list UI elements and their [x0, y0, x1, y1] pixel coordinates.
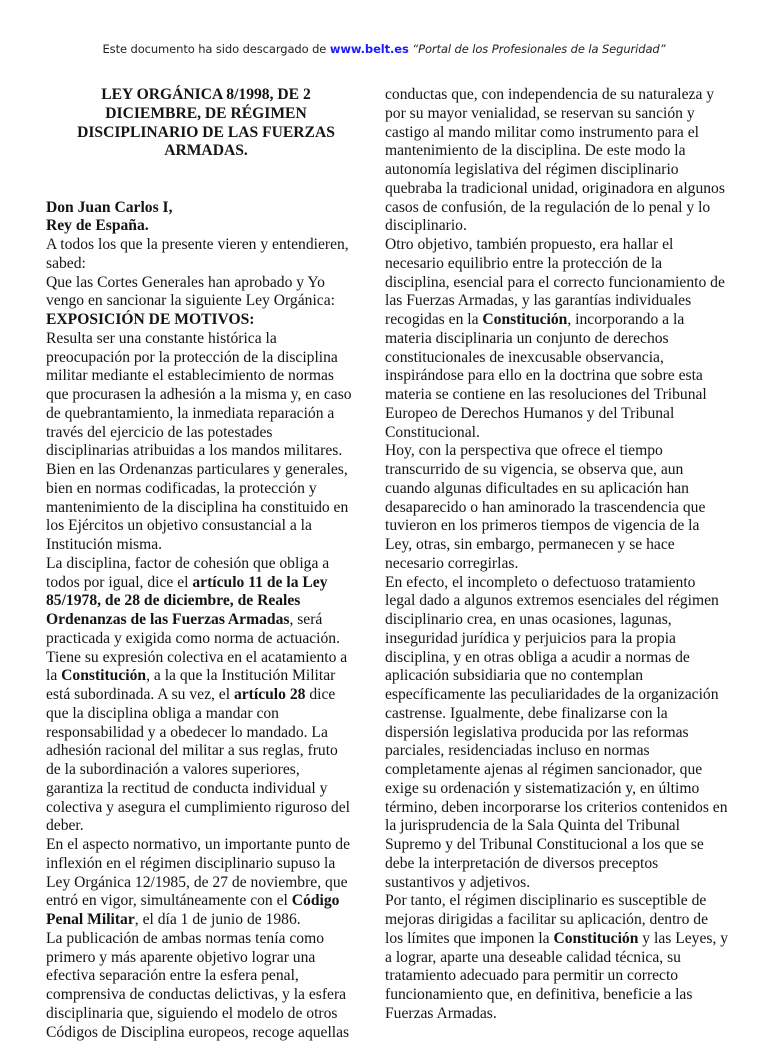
text-line — [385, 292, 745, 311]
text-run: completamente ajenas al régimen sancionador, que — [385, 761, 702, 778]
text-run: efectiva separación entre la esfera penal, — [46, 967, 299, 984]
text-run: mantenimiento de la disciplina. De este modo la — [385, 142, 686, 159]
text-run: inseguridad jurídica y perjuicios para la propia — [385, 630, 676, 647]
text-line — [46, 724, 364, 743]
text-line — [385, 592, 745, 611]
text-line — [385, 649, 745, 668]
title-line: DICIEMBRE, DE RÉGIMEN — [48, 105, 364, 124]
text-run: por su mayor venialidad, se reservan su sanción y — [385, 105, 695, 122]
bold-text-run: Penal Militar — [46, 911, 135, 928]
text-line — [46, 611, 364, 630]
text-run: autonomía legislativa del régimen disciplinario — [385, 161, 679, 178]
text-run: casos de confusión, de la regulación de lo penal y lo — [385, 199, 710, 216]
text-line — [385, 667, 745, 686]
text-line — [46, 761, 364, 780]
text-line — [46, 967, 364, 986]
text-line — [46, 367, 364, 386]
text-line — [46, 442, 364, 461]
text-run: disciplina, esencial para el correcto funcionamiento de — [385, 274, 725, 291]
text-run: necesario equilibrio entre la protección de la — [385, 255, 662, 272]
text-run: debe la interpretación de diversos preceptos — [385, 855, 658, 872]
text-run: de quebrantamiento, la inmediata reparación a — [46, 405, 334, 422]
text-line — [46, 836, 364, 855]
text-line — [385, 930, 745, 949]
text-run: Códigos de Disciplina europeos, recoge aquellas — [46, 1024, 349, 1041]
text-run: aplicación subsidiaria que no contemplan — [385, 667, 643, 684]
text-line — [385, 349, 745, 368]
text-run: sustantivos y adjetivos. — [385, 874, 530, 891]
right-column-body — [385, 86, 745, 1024]
bold-text-run: artículo 11 de la Ley — [192, 574, 327, 591]
text-line — [46, 592, 364, 611]
text-run: cuando algunas dificultades en su aplicación han — [385, 480, 689, 497]
text-line — [385, 536, 745, 555]
title-line: ARMADAS. — [48, 142, 364, 161]
text-run: entró en vigor, simultáneamente con el — [46, 892, 292, 909]
text-run: disciplinario crea, en unas ocasiones, lagunas, — [385, 611, 672, 628]
text-run: La disciplina, factor de cohesión que obliga a — [46, 555, 329, 572]
text-line — [385, 630, 745, 649]
text-run: La publicación de ambas normas tenía como — [46, 930, 324, 947]
right-column — [385, 86, 745, 1024]
text-run: inflexión en el régimen disciplinario supuso la — [46, 855, 335, 872]
text-line — [385, 780, 745, 799]
text-line — [46, 424, 364, 443]
text-line — [46, 667, 364, 686]
left-column-body — [46, 199, 364, 1042]
text-line — [46, 799, 364, 818]
text-line — [46, 892, 364, 911]
bold-text-run: Código — [292, 892, 340, 909]
text-line — [46, 1024, 364, 1042]
text-run: bien en normas codificadas, la protección y — [46, 480, 317, 497]
text-line — [46, 499, 364, 518]
text-run: tuvieron en los primeros tiempos de vigencia de la — [385, 517, 699, 534]
text-line — [46, 405, 364, 424]
text-line — [46, 555, 364, 574]
text-run: practicada y exigida como norma de actuación. — [46, 630, 340, 647]
text-run: Tiene su expresión colectiva en el acatamiento a — [46, 649, 347, 666]
text-line — [385, 574, 745, 593]
text-run: de la subordinación a valores superiores, — [46, 761, 300, 778]
text-run: vengo en sancionar la siguiente Ley Orgánica: — [46, 292, 335, 309]
text-run: desaparecido o han aminorado la trascendencia que — [385, 499, 705, 516]
text-run: Resulta ser una constante histórica la — [46, 330, 277, 347]
text-line — [385, 892, 745, 911]
text-run: comprensiva de conductas delictivas, y la esfera — [46, 986, 346, 1003]
text-line — [385, 986, 745, 1005]
text-run: Fuerzas Armadas. — [385, 1005, 497, 1022]
text-line — [385, 405, 745, 424]
text-run: Supremo y del Tribunal Constitucional a los que se — [385, 836, 704, 853]
text-line — [385, 499, 745, 518]
text-line — [46, 574, 364, 593]
text-line — [385, 611, 745, 630]
text-line — [46, 536, 364, 555]
text-line — [385, 480, 745, 499]
text-run: Europeo de Derechos Humanos y del Tribunal — [385, 405, 674, 422]
text-run: Constitucional. — [385, 424, 480, 441]
text-line — [385, 855, 745, 874]
text-line — [46, 480, 364, 499]
text-line — [46, 517, 364, 536]
text-line — [385, 199, 745, 218]
text-line — [385, 255, 745, 274]
title-line: LEY ORGÁNICA 8/1998, DE 2 — [48, 86, 364, 105]
text-line — [385, 967, 745, 986]
text-line — [385, 799, 745, 818]
text-line — [46, 986, 364, 1005]
text-line — [46, 874, 364, 893]
text-line — [46, 1005, 364, 1024]
text-run: legal dado a algunos extremos esenciales del régimen — [385, 592, 719, 609]
text-run: disciplina, y en otras obliga a acudir a normas de — [385, 649, 690, 666]
text-line — [385, 424, 745, 443]
text-run: Por tanto, el régimen disciplinario es susceptible de — [385, 892, 706, 909]
bold-text-run: Constitución — [61, 667, 146, 684]
text-run: través del ejercicio de las potestades — [46, 424, 272, 441]
site-link[interactable]: www.belt.es — [330, 42, 409, 56]
text-line — [385, 142, 745, 161]
text-run: constitucionales de inexcusable observancia, — [385, 349, 664, 366]
text-line — [385, 386, 745, 405]
text-line — [46, 686, 364, 705]
text-line — [46, 855, 364, 874]
text-line — [46, 349, 364, 368]
text-run: garantiza la rectitud de conducta individual y — [46, 780, 327, 797]
download-notice — [0, 42, 768, 56]
text-run: inspirándose para ello en la doctrina que sobre esta — [385, 367, 703, 384]
text-line — [385, 367, 745, 386]
text-line — [385, 1005, 745, 1024]
text-line — [385, 761, 745, 780]
text-line — [46, 911, 364, 930]
text-line — [46, 217, 364, 236]
text-line — [385, 724, 745, 743]
text-line — [46, 255, 364, 274]
text-line — [385, 686, 745, 705]
text-run: adhesión racional del militar a sus reglas, fruto — [46, 742, 338, 759]
title-line: DISCIPLINARIO DE LAS FUERZAS — [48, 124, 364, 143]
text-line — [385, 461, 745, 480]
text-run: colectiva y asegura el cumplimiento riguroso del — [46, 799, 350, 816]
text-line — [46, 311, 364, 330]
text-run: mantenimiento de la disciplina ha constituido en — [46, 499, 348, 516]
text-line — [46, 292, 364, 311]
site-tagline: “Portal de los Profesionales de la Seguridad” — [409, 42, 666, 56]
bold-text-run: Don Juan Carlos I, — [46, 199, 173, 216]
text-run: y las Leyes, y — [638, 930, 728, 947]
bold-text-run: Rey de España. — [46, 217, 149, 234]
text-line — [385, 555, 745, 574]
text-run: Institución misma. — [46, 536, 162, 553]
text-run: Hoy, con la perspectiva que ofrece el tiempo — [385, 442, 663, 459]
text-line — [46, 780, 364, 799]
text-run: dispersión legislativa producida por las reformas — [385, 724, 689, 741]
text-line — [385, 105, 745, 124]
text-line — [46, 199, 364, 218]
text-run: transcurrido de su vigencia, se observa que, aun — [385, 461, 683, 478]
text-run: Ley Orgánica 12/1985, de 27 de noviembre, que — [46, 874, 348, 891]
text-line — [46, 461, 364, 480]
text-run: sabed: — [46, 255, 86, 272]
text-run: A todos los que la presente vieren y entendieren, — [46, 236, 349, 253]
text-line — [385, 217, 745, 236]
text-run: específicamente las peculiaridades de la organización — [385, 686, 719, 703]
text-run: los límites que imponen la — [385, 930, 553, 947]
bold-text-run: artículo 28 — [234, 686, 305, 703]
text-run: castigo al mando militar como instrumento para el — [385, 124, 699, 141]
bold-text-run: Constitución — [553, 930, 638, 947]
text-line — [385, 236, 745, 255]
text-line — [46, 330, 364, 349]
bold-text-run: EXPOSICIÓN DE MOTIVOS: — [46, 311, 255, 328]
text-run: todos por igual, dice el — [46, 574, 192, 591]
text-run: dice — [305, 686, 335, 703]
text-run: , el día 1 de junio de 1986. — [135, 911, 301, 928]
text-run: militar mediante el establecimiento de normas — [46, 367, 334, 384]
text-run: está subordinada. A su vez, el — [46, 686, 234, 703]
text-run: recogidas en la — [385, 311, 482, 328]
text-line — [385, 817, 745, 836]
text-run: primero y más aparente objetivo lograr una — [46, 949, 315, 966]
text-line — [46, 386, 364, 405]
text-run: responsabilidad y a obedecer lo mandado. La — [46, 724, 328, 741]
text-run: conductas que, con independencia de su naturaleza y — [385, 86, 714, 103]
text-run: exige su ordenación y sistematización y, en último — [385, 780, 699, 797]
text-run: necesario corregirlas. — [385, 555, 518, 572]
text-run: Bien en las Ordenanzas particulares y generales, — [46, 461, 348, 478]
text-line — [46, 949, 364, 968]
text-line — [385, 86, 745, 105]
text-run: , a la que la Institución Militar — [146, 667, 335, 684]
text-run: materia disciplinaria un conjunto de derechos — [385, 330, 669, 347]
text-run: a lograr, aparte una deseable calidad técnica, su — [385, 949, 681, 966]
text-run: los Ejércitos un objetivo consustancial a la — [46, 517, 312, 534]
text-line — [46, 705, 364, 724]
left-column — [46, 86, 364, 1042]
text-line — [385, 911, 745, 930]
text-line — [385, 311, 745, 330]
text-run: disciplinaria que, siguiendo el modelo de otros — [46, 1005, 337, 1022]
text-line — [46, 817, 364, 836]
text-line — [46, 630, 364, 649]
text-line — [385, 705, 745, 724]
text-line — [385, 742, 745, 761]
text-run: materia se contiene en las resoluciones del Tribunal — [385, 386, 707, 403]
text-run: , será — [289, 611, 322, 628]
text-run: que la disciplina obliga a mandar con — [46, 705, 279, 722]
text-run: Ley, otras, sin embargo, permanecen y se hace — [385, 536, 675, 553]
text-line — [46, 236, 364, 255]
text-run: las Fuerzas Armadas, y las garantías individuales — [385, 292, 691, 309]
text-run: Otro objetivo, también propuesto, era hallar el — [385, 236, 673, 253]
text-run: En efecto, el incompleto o defectuoso tratamiento — [385, 574, 695, 591]
bold-text-run: Constitución — [482, 311, 567, 328]
text-line — [385, 836, 745, 855]
text-run: deber. — [46, 817, 84, 834]
text-line — [385, 274, 745, 293]
text-run: preocupación por la protección de la disciplina — [46, 349, 338, 366]
text-run: funcionamiento que, en definitiva, beneficie a las — [385, 986, 692, 1003]
text-run: Que las Cortes Generales han aprobado y Yo — [46, 274, 325, 291]
download-notice-prefix: Este documento ha sido descargado de — [103, 42, 330, 56]
text-run: la jurisprudencia de la Sala Quinta del Tribunal — [385, 817, 680, 834]
text-line — [46, 930, 364, 949]
text-line — [46, 649, 364, 668]
text-run: tratamiento adecuado para permitir un correcto — [385, 967, 678, 984]
text-run: quebraba la tradicional unidad, originadora en algunos — [385, 180, 725, 197]
bold-text-run: Ordenanzas de las Fuerzas Armadas — [46, 611, 289, 628]
text-line — [46, 274, 364, 293]
text-line — [385, 517, 745, 536]
text-line — [385, 330, 745, 349]
text-run: En el aspecto normativo, un importante punto de — [46, 836, 350, 853]
text-line — [385, 180, 745, 199]
text-line — [385, 874, 745, 893]
text-run: disciplinario. — [385, 217, 467, 234]
text-line — [385, 949, 745, 968]
text-run: mejoras dirigidas a facilitar su aplicación, dentro de — [385, 911, 708, 928]
bold-text-run: 85/1978, de 28 de diciembre, de Reales — [46, 592, 300, 609]
document-title — [46, 86, 364, 161]
text-run: la — [46, 667, 61, 684]
text-run: parciales, residenciadas incluso en normas — [385, 742, 650, 759]
text-run: , incorporando a la — [567, 311, 684, 328]
text-line — [385, 161, 745, 180]
text-run: término, deben incorporarse los criterios contenidos en — [385, 799, 728, 816]
text-line — [46, 742, 364, 761]
text-line — [385, 124, 745, 143]
text-line — [385, 442, 745, 461]
text-run: disciplinarias atribuidas a los mandos militares. — [46, 442, 342, 459]
text-run: castrense. Igualmente, debe finalizarse con la — [385, 705, 668, 722]
text-run: que procurasen la adhesión a la misma y, en caso — [46, 386, 352, 403]
